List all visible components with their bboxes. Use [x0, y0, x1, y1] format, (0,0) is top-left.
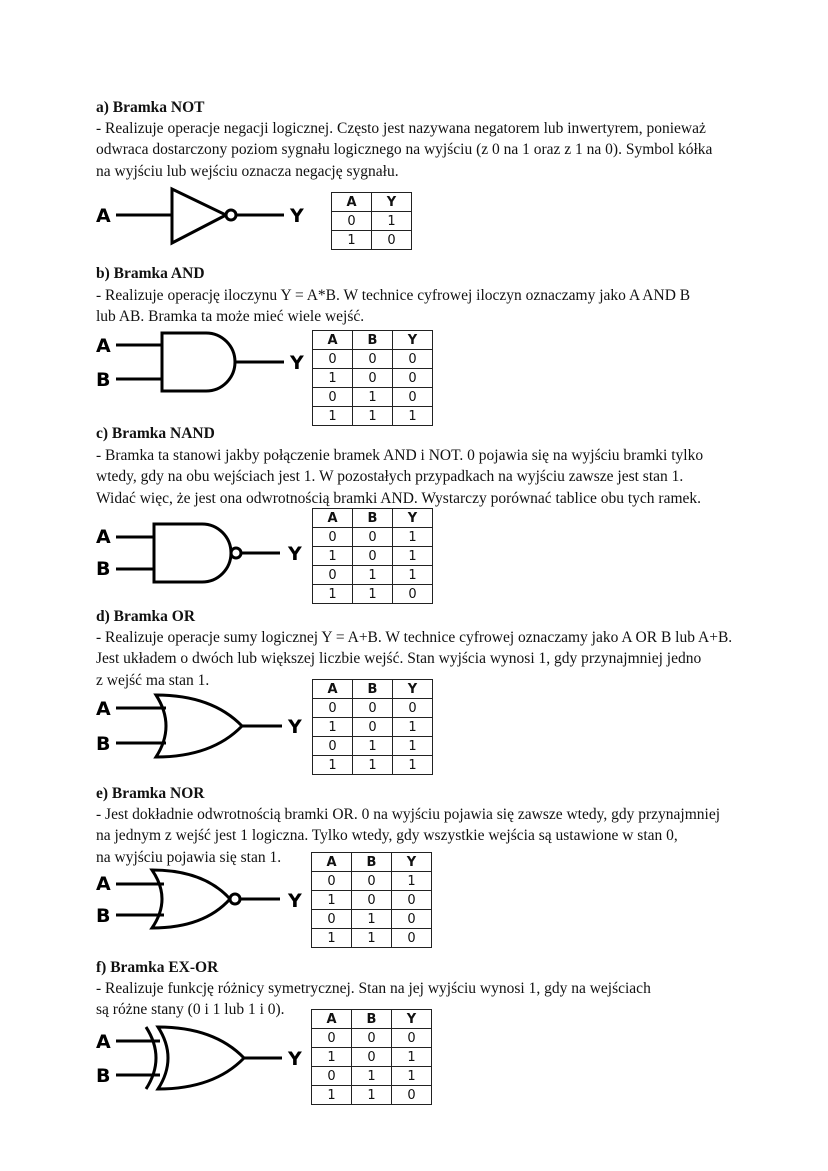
table-cell: 0 — [393, 699, 433, 718]
table-row — [313, 699, 433, 718]
table-cell: 0 — [353, 528, 393, 547]
table-cell: 0 — [312, 1029, 352, 1048]
table-cell: 1 — [313, 547, 353, 566]
truth-table-nor — [311, 852, 432, 948]
table-cell: 1 — [312, 929, 352, 948]
table-cell: 0 — [393, 388, 433, 407]
section-title-not: a) Bramka NOT — [96, 99, 205, 116]
table-cell: 0 — [353, 699, 393, 718]
table-cell: 1 — [313, 756, 353, 775]
output-label-y: Y — [290, 205, 304, 227]
text-line: - Jest dokładnie odwrotnością bramki OR. 0 na wyjściu pojawia się zawsze wtedy, gdy przynajmniej — [96, 806, 721, 823]
table-row — [313, 350, 433, 369]
table-cell: 1 — [353, 407, 393, 426]
table-row — [313, 388, 433, 407]
table-cell: 0 — [352, 1048, 392, 1067]
table-cell: 1 — [393, 547, 433, 566]
table-row — [332, 212, 412, 231]
table-cell: 0 — [392, 1086, 432, 1105]
table-cell: 1 — [353, 756, 393, 775]
table-cell: 0 — [352, 891, 392, 910]
table-row — [312, 910, 432, 929]
and-gate-symbol — [94, 330, 314, 396]
section-title-nor: e) Bramka NOR — [96, 785, 205, 802]
table-header-cell: A — [312, 853, 352, 872]
section-title-and: b) Bramka AND — [96, 265, 205, 282]
table-header-row — [313, 331, 433, 350]
table-cell: 1 — [352, 910, 392, 929]
table-cell: 0 — [393, 350, 433, 369]
table-cell: 0 — [353, 369, 393, 388]
table-cell: 0 — [392, 910, 432, 929]
nand-gate-symbol — [94, 521, 314, 585]
table-cell: 1 — [393, 718, 433, 737]
table-cell: 0 — [393, 369, 433, 388]
section-text-not — [96, 118, 712, 182]
table-cell: 0 — [353, 718, 393, 737]
exor-gate-symbol — [94, 1024, 314, 1094]
table-header-cell: B — [353, 509, 393, 528]
table-cell: 0 — [393, 585, 433, 604]
table-cell: 0 — [353, 350, 393, 369]
table-row — [313, 718, 433, 737]
table-row — [312, 1048, 432, 1067]
table-header-row — [312, 1010, 432, 1029]
table-row — [313, 585, 433, 604]
table-cell: 1 — [353, 566, 393, 585]
section-title-nand: c) Bramka NAND — [96, 425, 215, 442]
table-row — [313, 566, 433, 585]
input-label-b: B — [96, 369, 111, 391]
section-title-or: d) Bramka OR — [96, 608, 196, 625]
table-cell: 1 — [393, 737, 433, 756]
text-line: - Realizuje funkcję różnicy symetrycznej. Stan na jej wyjściu wynosi 1, gdy na wejściach — [96, 980, 651, 997]
output-label-y: Y — [288, 543, 302, 565]
table-cell: 1 — [313, 718, 353, 737]
table-header-cell: Y — [393, 509, 433, 528]
table-cell: 1 — [393, 528, 433, 547]
table-header-cell: B — [352, 853, 392, 872]
text-line: - Realizuje operacje negacji logicznej. Często jest nazywana negatorem lub inwertyrem, ponieważ — [96, 120, 706, 137]
text-line: na wyjściu pojawia się stan 1. — [96, 848, 282, 866]
table-row — [313, 528, 433, 547]
table-header-cell: A — [313, 680, 353, 699]
table-cell: 1 — [353, 585, 393, 604]
section-title-exor: f) Bramka EX-OR — [96, 959, 219, 976]
table-header-row — [332, 193, 412, 212]
table-cell: 1 — [392, 1067, 432, 1086]
output-label-y: Y — [288, 1048, 302, 1070]
table-cell: 0 — [313, 737, 353, 756]
or-gate-symbol — [94, 692, 314, 762]
output-label-y: Y — [288, 716, 302, 738]
table-row — [312, 1029, 432, 1048]
table-cell: 1 — [392, 872, 432, 891]
nor-gate-symbol — [94, 867, 314, 931]
table-header-cell: Y — [372, 193, 412, 212]
table-header-row — [312, 853, 432, 872]
table-cell: 1 — [313, 407, 353, 426]
table-cell: 1 — [393, 566, 433, 585]
table-row — [312, 1067, 432, 1086]
input-label-a: A — [96, 335, 111, 357]
truth-table-not — [331, 192, 412, 250]
input-label-b: B — [96, 1065, 111, 1087]
table-header-cell: A — [313, 331, 353, 350]
table-cell: 1 — [393, 756, 433, 775]
table-cell: 0 — [332, 212, 372, 231]
text-line: na jednym z wejść jest 1 logiczna. Tylko wtedy, gdy wszystkie wejścia są ustawione w stan 0, — [96, 827, 678, 845]
table-cell: 0 — [312, 1067, 352, 1086]
table-cell: 1 — [392, 1048, 432, 1067]
table-row — [313, 407, 433, 426]
table-cell: 0 — [352, 872, 392, 891]
table-row — [312, 1086, 432, 1105]
table-row — [313, 369, 433, 388]
table-cell: 0 — [313, 388, 353, 407]
truth-table-or — [312, 679, 433, 775]
text-line: Widać więc, że jest ona odwrotnością bramki AND. Wystarczy porównać tablice obu tych ramek. — [96, 489, 702, 507]
table-header-cell: A — [332, 193, 372, 212]
truth-table-nand — [312, 508, 433, 604]
table-cell: 0 — [352, 1029, 392, 1048]
input-label-b: B — [96, 733, 111, 755]
input-label-a: A — [96, 698, 111, 720]
text-line: - Realizuje operacje sumy logicznej Y = A+B. W technice cyfrowej oznaczamy jako A OR B lub A+B. — [96, 629, 733, 646]
input-label-b: B — [96, 905, 111, 927]
table-cell: 0 — [313, 699, 353, 718]
output-label-y: Y — [288, 890, 302, 912]
table-row — [332, 231, 412, 250]
not-gate-symbol — [94, 185, 314, 249]
section-text-nand — [96, 445, 703, 509]
input-label-a: A — [96, 526, 111, 548]
table-header-cell: B — [353, 331, 393, 350]
table-header-cell: Y — [392, 853, 432, 872]
text-line: Jest układem o dwóch lub większej liczbie wejść. Stan wyjścia wynosi 1, gdy przynajmniej jedno — [96, 650, 702, 668]
table-cell: 1 — [313, 369, 353, 388]
text-line: - Bramka ta stanowi jakby połączenie bramek AND i NOT. 0 pojawia się na wyjściu bramki tylko — [96, 447, 704, 464]
table-cell: 1 — [352, 929, 392, 948]
table-cell: 1 — [313, 585, 353, 604]
text-line: z wejść ma stan 1. — [96, 671, 210, 689]
table-header-cell: Y — [393, 331, 433, 350]
table-header-cell: B — [352, 1010, 392, 1029]
table-row — [312, 929, 432, 948]
table-cell: 1 — [393, 407, 433, 426]
table-row — [313, 737, 433, 756]
table-header-row — [313, 509, 433, 528]
table-cell: 1 — [372, 212, 412, 231]
truth-table-and — [312, 330, 433, 426]
table-header-row — [313, 680, 433, 699]
table-cell: 0 — [313, 350, 353, 369]
table-cell: 0 — [312, 872, 352, 891]
table-cell: 1 — [353, 737, 393, 756]
table-cell: 1 — [312, 1086, 352, 1105]
table-header-cell: A — [312, 1010, 352, 1029]
table-cell: 1 — [312, 891, 352, 910]
table-cell: 0 — [372, 231, 412, 250]
table-row — [312, 891, 432, 910]
truth-table-exor — [311, 1009, 432, 1105]
table-cell: 0 — [313, 528, 353, 547]
table-header-cell: Y — [393, 680, 433, 699]
input-label-a: A — [96, 1031, 111, 1053]
table-cell: 0 — [313, 566, 353, 585]
table-cell: 0 — [353, 547, 393, 566]
section-text-and — [96, 285, 690, 328]
table-cell: 1 — [332, 231, 372, 250]
table-row — [313, 547, 433, 566]
text-line: odwraca dostarczony poziom sygnału logicznego na wyjściu (z 0 na 1 oraz z 1 na 0). Symbol kółka — [96, 141, 713, 159]
table-row — [312, 872, 432, 891]
table-cell: 0 — [392, 929, 432, 948]
table-cell: 0 — [312, 910, 352, 929]
table-cell: 0 — [392, 891, 432, 910]
output-label-y: Y — [290, 352, 304, 374]
input-label-a: A — [96, 873, 111, 895]
table-cell: 1 — [353, 388, 393, 407]
input-label-a: A — [96, 205, 111, 227]
text-line: lub AB. Bramka ta może mieć wiele wejść. — [96, 308, 365, 326]
text-line: - Realizuje operację iloczynu Y = A*B. W technice cyfrowej iloczyn oznaczamy jako A AND B — [96, 287, 691, 304]
table-cell: 1 — [352, 1067, 392, 1086]
text-line: na wyjściu lub wejściu oznacza negację sygnału. — [96, 162, 399, 180]
table-header-cell: B — [353, 680, 393, 699]
text-line: są różne stany (0 i 1 lub 1 i 0). — [96, 1001, 285, 1019]
table-cell: 1 — [312, 1048, 352, 1067]
table-cell: 0 — [392, 1029, 432, 1048]
text-line: wtedy, gdy na obu wejściach jest 1. W pozostałych przypadkach na wyjściu zawsze jest stan 1. — [96, 468, 684, 486]
table-header-cell: A — [313, 509, 353, 528]
input-label-b: B — [96, 558, 111, 580]
table-cell: 1 — [352, 1086, 392, 1105]
table-header-cell: Y — [392, 1010, 432, 1029]
table-row — [313, 756, 433, 775]
